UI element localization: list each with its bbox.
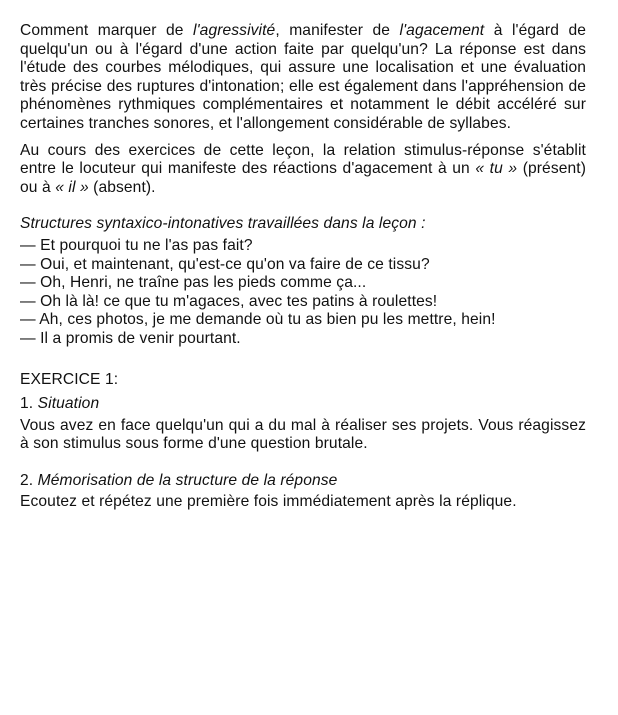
intro-text-3: à l'égard de quelqu'un ou à l'égard d'une action faite par quelqu'un? La réponse est dans l'étude des courbes mélodiques, qui assure une localisation et une évaluation très précise des ruptures d'intonation; elle est également dans l'appréhension de phénomènes rythmiques complémentaires et notamment le débit accéléré sur certaines tranches sonores, et l'allongement considérable de syllabes.	[20, 22, 587, 132]
section-2-heading	[20, 472, 586, 491]
dialogue-line: — Oh là là! ce que tu m'agaces, avec tes patins à roulettes!	[20, 292, 438, 310]
stimulus-text-2: (présent) ou à	[20, 160, 586, 196]
stimulus-text-3: (absent).	[88, 178, 156, 196]
intro-text-2: , manifester de	[275, 22, 400, 39]
stimulus-italic-tu: « tu »	[475, 160, 518, 178]
dialogue-list	[20, 237, 586, 349]
intro-italic-agressivite: l'agressivité	[193, 22, 276, 39]
section-2-body: Ecoutez et répétez une première fois immédiatement après la réplique.	[20, 493, 517, 511]
stimulus-text-1: Au cours des exercices de cette leçon, la relation stimulus-réponse s'établit entre le locuteur qui manifeste des réactions d'agacement à un	[20, 141, 586, 178]
structures-heading: Structures syntaxico-intonatives travaillées dans la leçon :	[20, 215, 426, 233]
document-page	[20, 22, 586, 530]
dialogue-line: — Il a promis de venir pourtant.	[20, 329, 241, 347]
stimulus-italic-il: « il »	[55, 178, 89, 196]
section-2-title: Mémorisation de la structure de la réponse	[37, 471, 338, 489]
dialogue-line: — Et pourquoi tu ne l'as pas fait?	[20, 236, 253, 254]
section-1-heading	[20, 395, 586, 414]
dialogue-line: — Oh, Henri, ne traîne pas les pieds comme ça...	[20, 274, 367, 292]
intro-italic-agacement: l'agacement	[399, 22, 485, 39]
section-1-body: Vous avez en face quelqu'un qui a du mal à réaliser ses projets. Vous réagissez à son stimulus sous forme d'une question brutale.	[20, 416, 586, 453]
stimulus-paragraph	[20, 142, 586, 198]
section-2-number: 2.	[20, 471, 38, 489]
section-1-title: Situation	[37, 395, 100, 413]
dialogue-line: — Oui, et maintenant, qu'est-ce qu'on va faire de ce tissu?	[20, 255, 430, 273]
exercise-title: EXERCICE 1:	[20, 370, 119, 388]
dialogue-line: — Ah, ces photos, je me demande où tu as bien pu les mettre, hein!	[20, 311, 496, 329]
intro-text-1: Comment marquer de	[20, 22, 194, 39]
section-1-number: 1.	[20, 395, 38, 413]
intro-paragraph	[20, 22, 586, 134]
